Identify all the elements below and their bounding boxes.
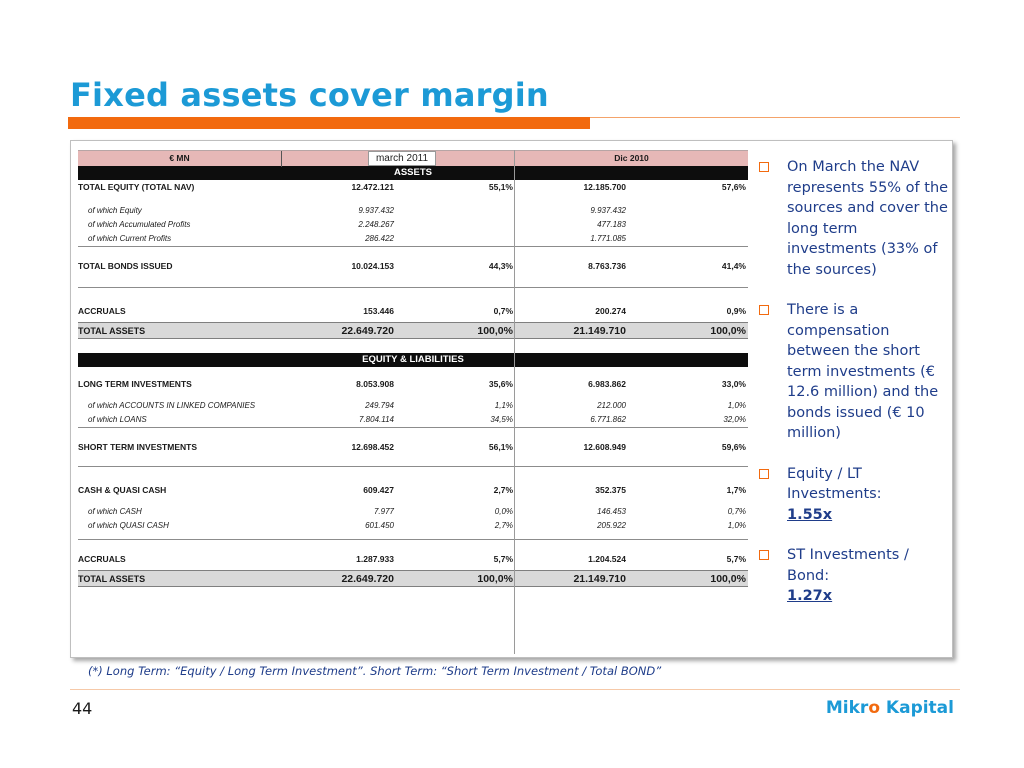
value-dic: 21.149.710 <box>573 325 626 337</box>
row-label: TOTAL ASSETS <box>78 326 146 336</box>
row-label: of which Current Profits <box>88 234 172 243</box>
value-march: 609.427 <box>363 485 394 495</box>
value-dic: 1.771.085 <box>590 234 626 243</box>
table-row <box>78 218 748 232</box>
row-label: of which CASH <box>88 507 142 516</box>
value-march: 249.794 <box>365 401 394 410</box>
footnote: (*) Long Term: “Equity / Long Term Investment”. Short Term: “Short Term Investment / Total BOND” <box>88 664 662 678</box>
logo-text-part2: o <box>868 698 880 718</box>
table-row <box>78 519 748 533</box>
percent-dic: 100,0% <box>710 325 746 337</box>
percent-march: 35,6% <box>488 379 513 389</box>
value-dic: 1.204.524 <box>588 554 626 564</box>
balance-sheet-table <box>78 150 748 587</box>
value-dic: 477.183 <box>597 220 626 229</box>
value-march: 2.248.267 <box>358 220 394 229</box>
value-march: 22.649.720 <box>341 325 394 337</box>
percent-march: 2,7% <box>494 521 513 530</box>
header-march-2011: march 2011 <box>368 151 436 166</box>
percent-dic: 1,7% <box>726 485 746 495</box>
assets-band: ASSETS <box>78 166 748 180</box>
value-march: 601.450 <box>365 521 394 530</box>
table-row <box>78 232 748 246</box>
row-label: TOTAL BONDS ISSUED <box>78 261 173 271</box>
row-label: of which QUASI CASH <box>88 521 169 530</box>
value-march: 153.446 <box>363 306 394 316</box>
header-currency: € MN <box>78 151 282 167</box>
table-row <box>78 440 748 454</box>
value-dic: 8.763.736 <box>588 261 626 271</box>
percent-dic: 32,0% <box>723 415 746 424</box>
value-dic: 200.274 <box>595 306 626 316</box>
notes-list <box>757 157 949 627</box>
table-row <box>78 259 748 273</box>
slide-title: Fixed assets cover margin <box>70 76 549 114</box>
table-row <box>78 505 748 519</box>
ratio-value: 1.27x <box>787 588 833 604</box>
value-dic: 9.937.432 <box>590 206 626 215</box>
percent-dic: 100,0% <box>710 573 746 585</box>
total-row <box>78 322 748 339</box>
value-march: 12.698.452 <box>351 442 394 452</box>
value-march: 286.422 <box>365 234 394 243</box>
table-row <box>78 483 748 497</box>
list-item <box>757 464 949 526</box>
value-dic: 12.185.700 <box>583 182 626 192</box>
value-march: 7.804.114 <box>359 415 394 424</box>
logo-text-part3: Kapital <box>880 698 954 718</box>
header-dic-2010: Dic 2010 <box>514 151 748 167</box>
value-march: 1.287.933 <box>356 554 394 564</box>
percent-dic: 41,4% <box>721 261 746 271</box>
note-text: On March the NAV represents 55% of the sources and cover the long term investments (33% of the sources) <box>787 159 949 278</box>
value-dic: 6.983.862 <box>588 379 626 389</box>
value-march: 12.472.121 <box>351 182 394 192</box>
row-label: CASH & QUASI CASH <box>78 485 167 495</box>
list-item <box>757 300 949 444</box>
percent-march: 56,1% <box>488 442 513 452</box>
row-label: ACCRUALS <box>78 306 126 316</box>
square-bullet-icon <box>759 469 769 479</box>
table-row <box>78 377 748 391</box>
percent-march: 100,0% <box>477 573 513 585</box>
row-label: TOTAL EQUITY (TOTAL NAV) <box>78 182 195 192</box>
percent-march: 2,7% <box>493 485 513 495</box>
footer-divider <box>70 689 960 690</box>
title-divider-line <box>590 117 960 118</box>
row-label: ACCRUALS <box>78 554 126 564</box>
square-bullet-icon <box>759 305 769 315</box>
row-label: of which Accumulated Profits <box>88 220 191 229</box>
list-item <box>757 157 949 280</box>
percent-dic: 57,6% <box>721 182 746 192</box>
ratio-value: 1.55x <box>787 506 833 523</box>
value-dic: 21.149.710 <box>573 573 626 585</box>
value-march: 10.024.153 <box>351 261 394 271</box>
list-item <box>757 545 949 607</box>
equity-liabilities-band: EQUITY & LIABILITIES <box>78 353 748 367</box>
value-march: 8.053.908 <box>356 379 394 389</box>
percent-dic: 0,7% <box>727 507 746 516</box>
percent-march: 0,0% <box>494 507 513 516</box>
value-dic: 212.000 <box>597 401 626 410</box>
value-dic: 352.375 <box>595 485 626 495</box>
percent-march: 55,1% <box>488 182 513 192</box>
row-label: SHORT TERM INVESTMENTS <box>78 442 198 452</box>
row-label: TOTAL ASSETS <box>78 574 146 584</box>
row-label: LONG TERM INVESTMENTS <box>78 379 192 389</box>
value-march: 22.649.720 <box>341 573 394 585</box>
percent-dic: 59,6% <box>721 442 746 452</box>
percent-march: 5,7% <box>493 554 513 564</box>
percent-dic: 0,9% <box>726 306 746 316</box>
row-label: of which Equity <box>88 206 142 215</box>
value-dic: 205.922 <box>597 521 626 530</box>
page-number: 44 <box>72 699 93 718</box>
percent-march: 44,3% <box>488 261 513 271</box>
note-text: Equity / LT Investments: <box>787 465 882 502</box>
percent-march: 0,7% <box>493 306 513 316</box>
brand-logo <box>826 698 954 718</box>
table-row <box>78 304 748 318</box>
table-header <box>78 150 748 166</box>
value-dic: 12.608.949 <box>583 442 626 452</box>
row-label: of which LOANS <box>88 415 147 424</box>
row-label: of which ACCOUNTS IN LINKED COMPANIES <box>88 401 256 410</box>
note-text: ST Investments / Bond: <box>787 547 909 584</box>
percent-march: 1,1% <box>494 401 513 410</box>
percent-dic: 1,0% <box>727 401 746 410</box>
percent-dic: 5,7% <box>726 554 746 564</box>
value-dic: 6.771.862 <box>590 415 626 424</box>
percent-march: 34,5% <box>490 415 513 424</box>
value-dic: 146.453 <box>597 507 626 516</box>
total-row <box>78 570 748 587</box>
value-march: 9.937.432 <box>358 206 394 215</box>
table-row <box>78 413 748 427</box>
table-row <box>78 204 748 218</box>
percent-dic: 1,0% <box>727 521 746 530</box>
square-bullet-icon <box>759 162 769 172</box>
percent-march: 100,0% <box>477 325 513 337</box>
column-divider <box>514 150 515 654</box>
note-text: There is a compensation between the short term investments (€ 12.6 million) and the bonds issued (€ 10 million) <box>787 302 939 441</box>
table-row <box>78 180 748 194</box>
square-bullet-icon <box>759 550 769 560</box>
table-panel <box>70 140 953 658</box>
value-march: 7.977 <box>373 507 394 516</box>
table-row <box>78 552 748 566</box>
percent-dic: 33,0% <box>721 379 746 389</box>
logo-text-part1: Mikr <box>825 698 869 718</box>
table-row <box>78 399 748 413</box>
title-accent-bar <box>68 117 590 129</box>
